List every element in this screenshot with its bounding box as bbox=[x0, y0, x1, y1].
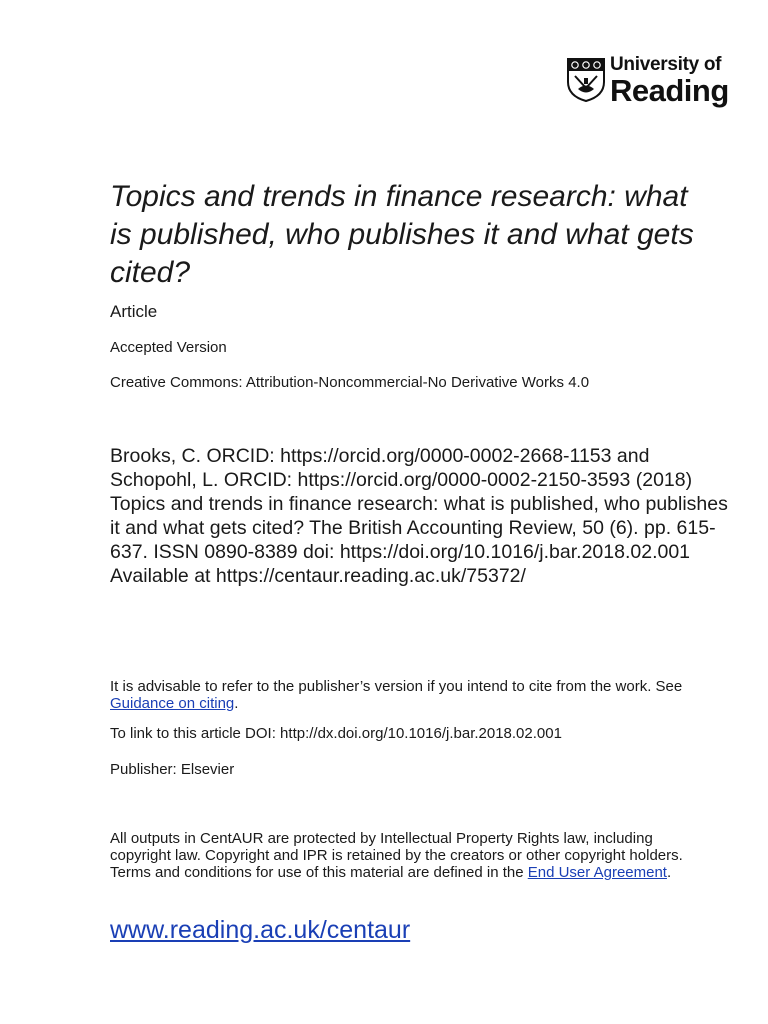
advisory-end: . bbox=[234, 695, 239, 712]
university-wordmark bbox=[610, 55, 729, 106]
license-label: Creative Commons: Attribution-Noncommercial-No Derivative Works 4.0 bbox=[110, 374, 590, 391]
item-type: Article bbox=[110, 302, 158, 321]
advisory-text: It is advisable to refer to the publisher’s version if you intend to cite from the work. See bbox=[110, 678, 683, 695]
end-user-agreement-link[interactable]: End User Agreement bbox=[527, 864, 667, 881]
university-logo bbox=[567, 54, 729, 108]
version-label: Accepted Version bbox=[110, 339, 227, 356]
logo-line-1: University of bbox=[610, 54, 722, 75]
logo-line-2: Reading bbox=[610, 73, 729, 108]
advisory-notice bbox=[110, 678, 710, 712]
citation-text: Brooks, C. ORCID: https://orcid.org/0000-0002-2668-1153 and Schopohl, L. ORCID: https://orcid.org/0000-0002-2150-3593 (2018) Topics and trends in finance research: what is published, who publishes it and what gets cited? The British Accounting Review, 50 (6). pp. 615-637. ISSN 0890-8389 doi: https://doi.org/10.1016/j.bar.2018.02.001 Available at https://centaur.reading.ac.uk/75372/ bbox=[110, 445, 728, 587]
university-shield-icon bbox=[567, 58, 605, 102]
centaur-site-link[interactable]: www.reading.ac.uk/centaur bbox=[110, 916, 411, 944]
guidance-on-citing-link[interactable]: Guidance on citing bbox=[110, 695, 235, 712]
rights-text: All outputs in CentAUR are protected by Intellectual Property Rights law, including copyright law. Copyright and IPR is retained by the creators or other copyright holders. Terms and conditions for use of this material are defined in the bbox=[110, 830, 683, 881]
doi-link-text: To link to this article DOI: http://dx.doi.org/10.1016/j.bar.2018.02.001 bbox=[110, 725, 562, 742]
rights-end: . bbox=[666, 864, 672, 881]
article-title: Topics and trends in finance research: what is published, who publishes it and what gets cited? bbox=[110, 180, 694, 289]
rights-notice bbox=[110, 830, 710, 881]
publisher-label: Publisher: Elsevier bbox=[110, 761, 235, 778]
